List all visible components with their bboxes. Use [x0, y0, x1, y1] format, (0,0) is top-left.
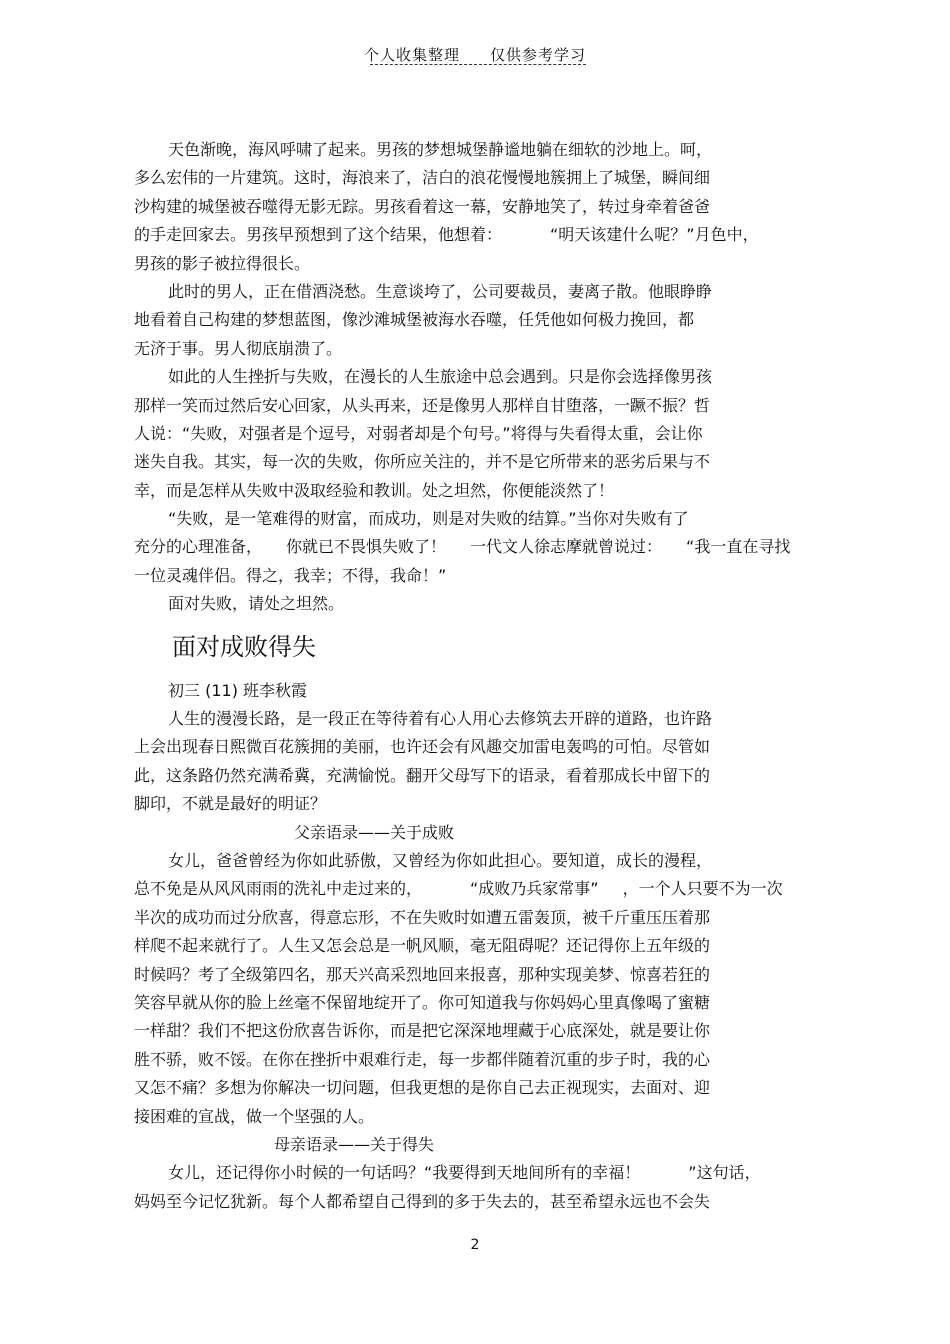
text-line: 沙构建的城堡被吞噬得无影无踪。男孩看着这一幕，安静地笑了，转过身牵着爸爸: [134, 196, 711, 216]
text-line: 时候吗？考了全级第四名，那天兴高采烈地回来报喜，那种实现美梦、惊喜若狂的: [134, 964, 711, 984]
page-header: [0, 44, 950, 65]
essay-author: 初三 (11) 班李秋霞: [168, 680, 308, 700]
page-number: 2: [470, 1237, 480, 1253]
text-line: 一位灵魂伴侣。得之，我幸；不得，我命！”: [134, 565, 447, 585]
text-segment: 女儿，还记得你小时候的一句话吗？“我要得到天地间所有的幸福！: [168, 1163, 641, 1183]
header-left: 个人收集整理: [363, 46, 460, 64]
text-segment: 的手走回家去。男孩早预想到了这个结果，他想着：: [134, 225, 503, 245]
text-line: [134, 533, 824, 561]
text-segment: ”这句话，: [688, 1163, 761, 1183]
text-line: 样爬不起来就行了。人生又怎会总是一帆风顺，毫无阻碍呢？还记得你上五年级的: [134, 936, 711, 956]
text-segment: 你就已不畏惧失败了！: [286, 537, 447, 557]
text-line: 地看着自己构建的梦想蓝图，像沙滩城堡被海水吞噬，任凭他如何极力挽回，都: [134, 310, 695, 330]
section-heading-mother: 母亲语录——关于得失: [274, 1134, 435, 1154]
text-line: [134, 875, 824, 903]
text-line: 此，这条路仍然充满希冀，充满愉悦。翻开父母写下的语录，看着那成长中留下的: [134, 765, 711, 785]
text-segment: 充分的心理准备，: [134, 537, 263, 557]
text-line: 多么宏伟的一片建筑。这时，海浪来了，洁白的浪花慢慢地簇拥上了城堡，瞬间细: [134, 168, 711, 188]
text-line: 天色渐晚，海风呼啸了起来。男孩的梦想城堡静谧地躺在细软的沙地上。呵，: [168, 140, 713, 159]
text-line: [134, 221, 824, 249]
text-line: 半次的成功而过分欣喜，得意忘形，不在失败时如遭五雷轰顶，被千斤重压压着那: [134, 907, 711, 927]
text-line: [134, 1159, 824, 1187]
text-line: 一样甜？我们不把这份欣喜告诉你，而是把它深深地埋藏于心底深处，就是要让你: [134, 1021, 711, 1041]
text-line: 那样一笑而过然后安心回家，从头再来，还是像男人那样自甘堕落，一蹶不振？哲: [134, 395, 711, 415]
text-line: 笑容早就从你的脸上丝毫不保留地绽开了。你可知道我与你妈妈心里真像喝了蜜糖: [134, 992, 711, 1012]
document-body: [134, 136, 824, 1216]
header-dashed-rule: [370, 64, 586, 65]
text-segment: 一代文人徐志摩就曾说过：: [470, 537, 663, 557]
text-segment: 总不免是从风风雨雨的洗礼中走过来的，: [134, 879, 423, 899]
text-segment: “我一直在寻找: [686, 537, 791, 557]
text-line: “失败，是一笔难得的财富，而成功，则是对失败的结算。”当你对失败有了: [168, 509, 689, 529]
text-segment: “成败乃兵家常事”: [470, 879, 599, 899]
text-segment: “明天该建什么呢？”月色中，: [550, 225, 759, 245]
text-line: 接困难的宣战，做一个坚强的人。: [134, 1106, 375, 1126]
text-segment: ，一个人只要不为一次: [622, 879, 783, 899]
essay-title: 面对成败得失: [172, 632, 316, 661]
text-line: 妈妈至今记忆犹新。每个人都希望自己得到的多于失去的，甚至希望永远也不会失: [134, 1191, 711, 1211]
text-line: 面对失败，请处之坦然。: [168, 594, 345, 614]
text-line: 人生的漫漫长路，是一段正在等待着有心人用心去修筑去开辟的道路，也许路: [168, 709, 713, 729]
text-line: 又怎不痛？多想为你解决一切问题，但我更想的是你自己去正视现实，去面对、迎: [134, 1078, 711, 1098]
text-line: 胜不骄，败不馁。在你在挫折中艰难行走，每一步都伴随着沉重的步子时，我的心: [134, 1049, 711, 1069]
header-right: 仅供参考学习: [490, 46, 587, 64]
text-line: 幸，而是怎样从失败中汲取经验和教训。处之坦然，你便能淡然了！: [134, 480, 615, 500]
text-line: 人说：“失败，对强者是个逗号，对弱者却是个句号。”将得与失看得太重，会让你: [134, 423, 703, 443]
text-line: 上会出现春日熙微百花簇拥的美丽，也许还会有风趣交加雷电轰鸣的可怕。尽管如: [134, 737, 711, 757]
text-line: 如此的人生挫折与失败，在漫长的人生旅途中总会遇到。只是你会选择像男孩: [168, 367, 713, 387]
section-heading-father: 父亲语录——关于成败: [294, 822, 455, 842]
text-line: 女儿，爸爸曾经为你如此骄傲，又曾经为你如此担心。要知道，成长的漫程，: [168, 850, 713, 870]
text-line: 迷失自我。其实，每一次的失败，你所应关注的，并不是它所带来的恶劣后果与不: [134, 452, 711, 472]
text-line: 脚印，不就是最好的明证？: [134, 794, 327, 814]
text-line: 男孩的影子被拉得很长。: [134, 253, 311, 273]
text-line: 此时的男人，正在借酒浇愁。生意谈垮了，公司要裁员，妻离子散。他眼睁睁: [168, 281, 713, 301]
text-line: 无济于事。男人彻底崩溃了。: [134, 338, 343, 358]
